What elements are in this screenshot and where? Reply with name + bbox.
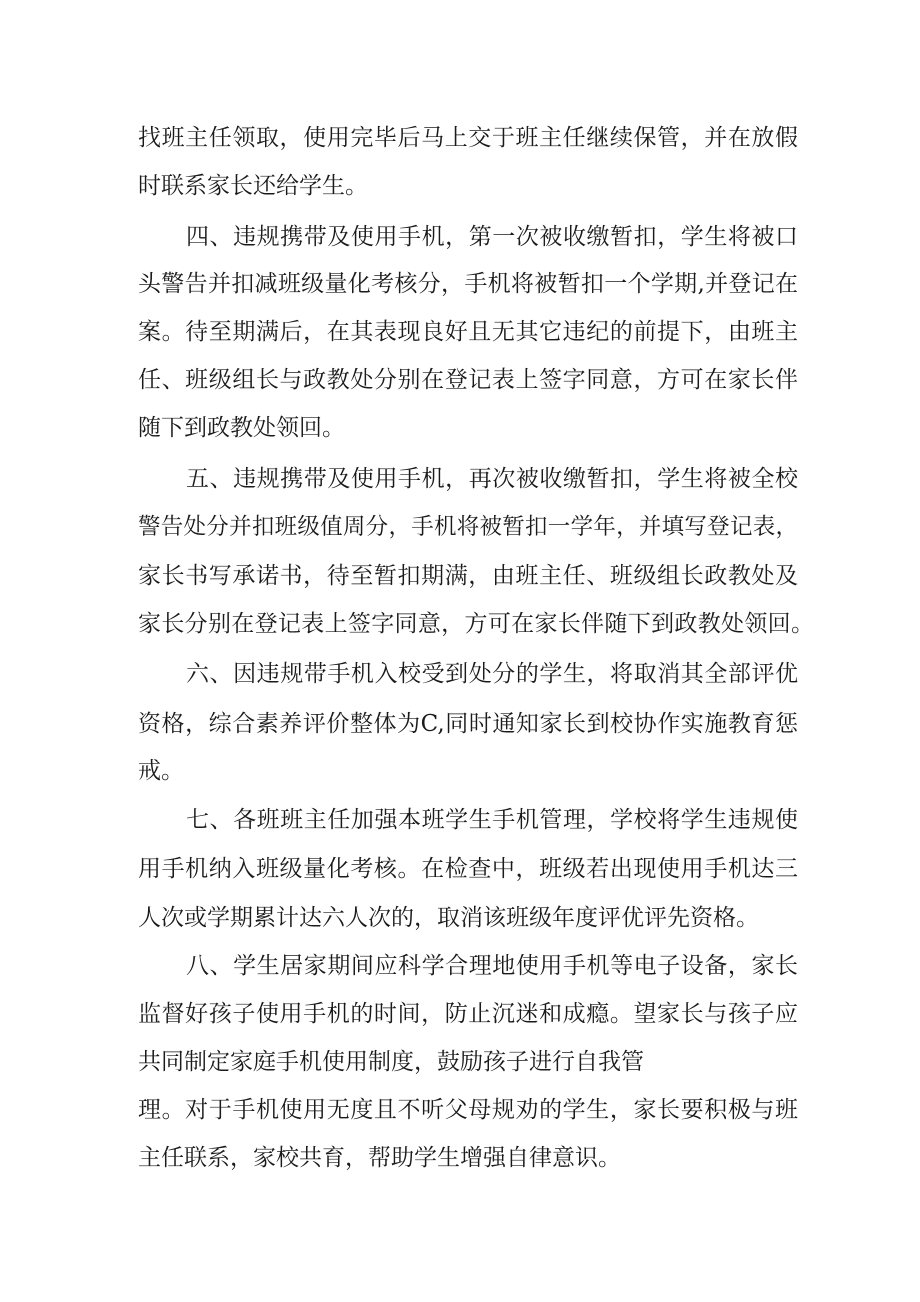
- text-line: 案。待至期满后，在其表现良好且无其它违纪的前提下，由班主: [138, 319, 798, 345]
- text-line: 任、班级组长与政教处分别在登记表上签字同意，方可在家长伴: [138, 367, 798, 393]
- text-line: 用手机纳入班级量化考核。在检查中，班级若出现使用手机达三: [138, 856, 798, 882]
- text-line: 主任联系，家校共育，帮助学生增强自律意识。: [138, 1145, 621, 1171]
- text-line: 头警告并扣减班级量化考核分，手机将被暂扣一个学期,并登记在: [138, 271, 798, 297]
- paragraph-4-line: 四、违规携带及使用手机，第一次被收缴暂扣，学生将被口: [186, 224, 798, 250]
- text-line: 随下到政教处领回。: [138, 415, 345, 441]
- text-line: 警告处分并扣班级值周分，手机将被暂扣一学年，并填写登记表，: [138, 514, 798, 540]
- text-line: 资格，综合素养评价整体为C,同时通知家长到校协作实施教育惩: [138, 711, 798, 737]
- text-line: 理。对于手机使用无度且不听父母规劝的学生，家长要积极与班: [138, 1097, 798, 1123]
- paragraph-7-line: 七、各班班主任加强本班学生手机管理，学校将学生违规使: [186, 807, 798, 833]
- text-line: 人次或学期累计达六人次的，取消该班级年度评优评先资格。: [138, 905, 759, 931]
- paragraph-8-line: 八、学生居家期间应科学合理地使用手机等电子设备，家长: [186, 953, 798, 979]
- text-line: 找班主任领取，使用完毕后马上交于班主任继续保管，并在放假: [138, 125, 798, 151]
- text-line: 家长书写承诺书，待至暂扣期满，由班主任、班级组长政教处及: [138, 563, 798, 589]
- text-line: 监督好孩子使用手机的时间，防止沉迷和成瘾。望家长与孩子应: [138, 1001, 798, 1027]
- text-line: 家长分别在登记表上签字同意，方可在家长伴随下到政教处领回。: [138, 611, 814, 637]
- paragraph-6-line: 六、因违规带手机入校受到处分的学生，将取消其全部评优: [186, 661, 798, 687]
- paragraph-5-line: 五、违规携带及使用手机，再次被收缴暂扣，学生将被全校: [186, 466, 798, 492]
- text-line: 时联系家长还给学生。: [138, 173, 368, 199]
- text-line: 共同制定家庭手机使用制度，鼓励孩子进行自我管: [138, 1049, 644, 1075]
- text-line: 戒。: [138, 758, 184, 784]
